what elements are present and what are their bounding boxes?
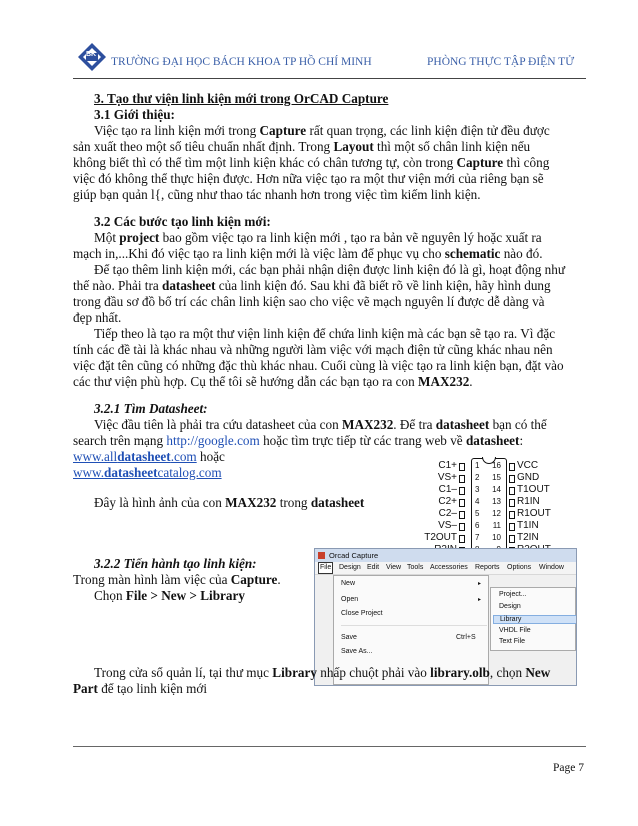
pin-label: GND [517, 472, 540, 483]
submenu-item-vhdl-file[interactable]: VHDL File [499, 627, 531, 634]
footer-rule [73, 746, 586, 747]
datasheetcatalog-link[interactable]: www.datasheetcatalog.com [73, 465, 222, 480]
pin-number: 1 [475, 461, 480, 470]
pin-label: T2OUT [424, 532, 457, 543]
paragraph-line: việc đặt tên cũng có những đặc thù khác nhau. Cuối cùng là việc tạo ra linh kiện bạn, đặt vào [73, 358, 564, 373]
menu-reports[interactable]: Reports [475, 564, 500, 571]
menu-separator [341, 625, 487, 626]
menu-item-save-as[interactable]: Save As... [341, 648, 373, 655]
pin-label: R1IN [517, 496, 540, 507]
pin-number: 14 [492, 485, 501, 494]
submenu-arrow-icon: ▸ [478, 597, 482, 603]
menu-item-new[interactable]: New [341, 580, 356, 587]
pin-stub [459, 475, 465, 483]
pin-number: 12 [492, 509, 501, 518]
section-heading: 3. Tạo thư viện linh kiện mới trong OrCAD Capture [94, 91, 389, 106]
pin-label: C1+ [438, 460, 457, 471]
paragraph-line: Đây là hình ảnh của con MAX232 trong datasheet [94, 495, 365, 510]
pin-stub [459, 523, 465, 531]
paragraph-line: Trong màn hình làm việc của Capture. [73, 572, 281, 587]
menu-tools[interactable]: Tools [407, 564, 424, 571]
pin-label: R1OUT [517, 508, 551, 519]
paragraph-line: các thư viện phù hợp. Cụ thể tôi sẽ hướng dẫn các bạn tạo ra con MAX232. [73, 374, 473, 389]
max232-pinout [413, 458, 555, 558]
paragraph-line: đẹp nhất. [73, 310, 122, 325]
google-link[interactable]: http://google.com [166, 433, 260, 448]
pin-stub [509, 511, 515, 519]
pin-label: C2– [438, 508, 457, 519]
menu-view[interactable]: View [386, 564, 402, 571]
header-school: TRƯỜNG ĐẠI HỌC BÁCH KHOA TP HỒ CHÍ MINH [111, 56, 372, 68]
menu-accessories[interactable]: Accessories [430, 564, 468, 571]
menu-edit[interactable]: Edit [367, 564, 380, 571]
pin-stub [459, 499, 465, 507]
paragraph-line: Tiếp theo là tạo ra một thư viện linh kiện để chứa linh kiện mà các bạn sẽ tạo ra. Vì đặc [94, 326, 556, 341]
pin-stub [509, 499, 515, 507]
paragraph-line: sản xuất theo một số tiêu chuẩn nhất định. Trong Layout thì một số chân linh kiện nếu [73, 139, 531, 154]
paragraph-line: việc đó không thể thực hiện được. Hơn nữa việc tạo ra một thư viện mới của riêng bạn sẽ [73, 171, 544, 186]
pin-stub [509, 535, 515, 543]
pin-number: 2 [475, 473, 480, 482]
pin-label: T1IN [517, 520, 539, 531]
submenu-item-text-file[interactable]: Text File [499, 638, 526, 645]
school-logo [77, 42, 107, 72]
pin-label: T1OUT [517, 484, 550, 495]
window-title-bar [315, 549, 576, 562]
submenu-item-library[interactable]: Library [493, 615, 577, 624]
pin-stub [509, 475, 515, 483]
pin-stub [509, 523, 515, 531]
pin-stub [509, 463, 515, 471]
paragraph-line: giúp bạn quản l{, cũng như thao tác nhanh hơn trong việc tìm kiếm linh kiện. [73, 187, 481, 202]
submenu-item-design[interactable]: Design [499, 603, 521, 610]
subsection-heading: 3.2 Các bước tạo linh kiện mới: [94, 214, 271, 229]
paragraph-line: Một project bao gồm việc tạo ra linh kiện mới , tạo ra bản vẽ nguyên lý hoặc xuất ra [94, 230, 542, 245]
pin-stub [509, 487, 515, 495]
pin-label: VCC [517, 460, 539, 471]
menu-item-close-project[interactable]: Close Project [341, 610, 383, 617]
subsection-heading: 3.2.2 Tiến hành tạo linh kiện: [94, 556, 257, 571]
paragraph-line: search trên mạng http://google.com hoặc tìm trực tiếp từ các trang web về datasheet: [73, 433, 524, 448]
menu-design[interactable]: Design [339, 564, 361, 571]
menu-options[interactable]: Options [507, 564, 532, 571]
pin-stub [459, 511, 465, 519]
paragraph-line: www.alldatasheet.com hoặc [73, 449, 225, 464]
paragraph-line: Để tạo thêm linh kiện mới, các bạn phải nhận diện được linh kiện đó là gì, hoạt động như [94, 262, 566, 277]
page-number: Page 7 [553, 762, 584, 774]
pin-label: C1– [438, 484, 457, 495]
paragraph-line: tính các đề tài là khác nhau và những người làm việc với mạch điện tử cũng khác nhau nên [73, 342, 553, 357]
menu-item-open[interactable]: Open [341, 596, 359, 603]
alldatasheet-link[interactable]: www.alldatasheet.com [73, 449, 197, 464]
pin-number: 10 [492, 533, 501, 542]
orcad-app-icon [318, 552, 325, 559]
window-title: Orcad Capture [329, 551, 379, 560]
submenu-item-project[interactable]: Project... [499, 591, 527, 598]
header-department: PHÒNG THỰC TẬP ĐIỆN TỬ [427, 56, 575, 68]
pin-number: 3 [475, 485, 480, 494]
subsection-heading: 3.2.1 Tìm Datasheet: [94, 401, 208, 416]
menu-file[interactable]: File [318, 562, 333, 574]
save-shortcut: Ctrl+S [456, 634, 476, 641]
paragraph-line: Chọn File > New > Library [94, 588, 245, 603]
pin-number: 16 [492, 461, 501, 470]
paragraph-line: thế nào. Phải tra datasheet của linh kiện đó. Sau khi đã biết rõ về linh kiện, hãy hình dung [73, 278, 551, 293]
new-submenu [490, 587, 576, 651]
pin-number: 13 [492, 497, 501, 506]
menu-bar [315, 562, 576, 575]
pin-number: 6 [475, 521, 480, 530]
paragraph-line [73, 465, 222, 481]
pin-number: 7 [475, 533, 480, 542]
menu-window[interactable]: Window [539, 564, 564, 571]
paragraph-line: mạch in,...Khi đó việc tạo ra linh kiện mới là việc làm để phục vụ cho schematic nào đó. [73, 246, 543, 261]
paragraph-line: Part để tạo linh kiện mới [73, 681, 208, 696]
pin-label: C2+ [438, 496, 457, 507]
pin-stub [459, 535, 465, 543]
intro-heading: 3.1 Giới thiệu: [94, 107, 175, 122]
pin-stub [459, 463, 465, 471]
pin-label: T2IN [517, 532, 539, 543]
pin-number: 11 [492, 521, 501, 530]
pin-number: 4 [475, 497, 480, 506]
pin-stub [459, 487, 465, 495]
pin-number: 5 [475, 509, 480, 518]
paragraph-line: trong đầu sơ đồ bố trí các chân linh kiện sao cho việc vẽ mạch nguyên lí được dễ dàng và [73, 294, 545, 309]
menu-item-save[interactable]: Save [341, 634, 357, 641]
logo-text: BK [86, 51, 97, 58]
paragraph-line: Trong cửa sổ quản lí, tại thư mục Library nhấp chuột phải vào library.olb, chọn New [94, 665, 551, 680]
pin-number: 15 [492, 473, 501, 482]
pin-label: VS– [438, 520, 457, 531]
header-rule [73, 78, 586, 79]
paragraph-line: Việc tạo ra linh kiện mới trong Capture rất quan trọng, các linh kiện điện tử đều được [94, 123, 550, 138]
paragraph-line: Việc đầu tiên là phải tra cứu datasheet của con MAX232. Để tra datasheet bạn có thể [94, 417, 547, 432]
paragraph-line: không biết thì có thể tìm một linh kiện khác có chân tương tự, còn trong Capture thì công [73, 155, 550, 170]
pin-label: VS+ [437, 472, 457, 483]
submenu-arrow-icon: ▸ [478, 581, 482, 587]
